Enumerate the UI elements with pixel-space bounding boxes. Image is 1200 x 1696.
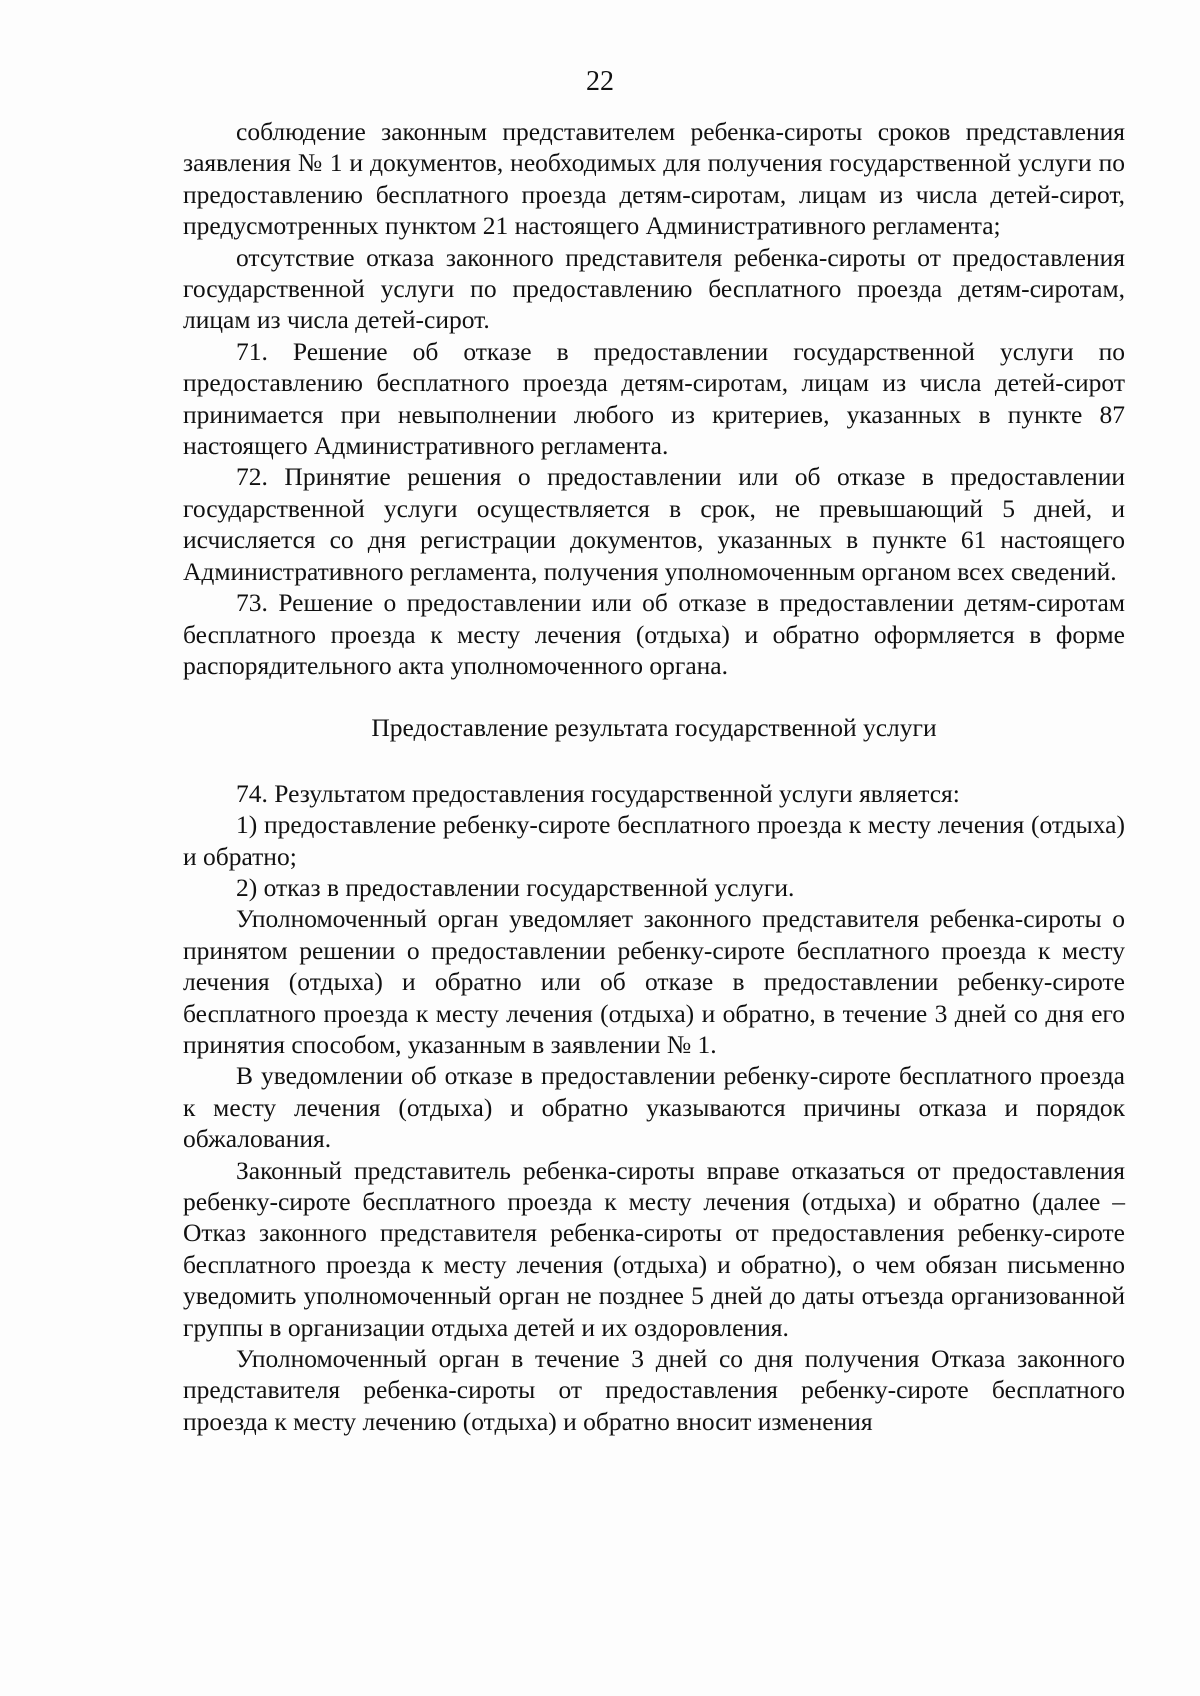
paragraph-no-refusal: отсутствие отказа законного представителя ребенка-сироты от предоставления государственной услуги по предоставлению бесплатного проезда детям-сиротам, лицам из числа детей-сирот. — [183, 242, 1125, 335]
list-item-1: 1) предоставление ребенку-сироте бесплатного проезда к месту лечения (отдыха) и обратно; — [183, 810, 1125, 871]
page-number: 22 — [586, 66, 614, 97]
paragraph-72: 72. Принятие решения о предоставлении или об отказе в предоставлении государственной услуги осуществляется в срок, не превышающий 5 дней, и исчисляется со дня регистрации документов, указанных в пункте 61 настоящего Административного регламента, получения уполномоченным органом всех сведений. — [183, 462, 1125, 586]
section-heading: Предоставление результата государственной услуги — [371, 713, 937, 743]
paragraph-74: 74. Результатом предоставления государственной услуги является: — [236, 778, 960, 808]
document-body — [183, 116, 1125, 1437]
paragraph-compliance-deadlines: соблюдение законным представителем ребенка-сироты сроков представления заявления № 1 и документов, необходимых для получения государственной услуги по предоставлению бесплатного проезда детям-сиротам, лицам из числа детей-сирот, предусмотренных пунктом 21 настоящего Административного регламента; — [183, 117, 1125, 241]
paragraph-authority-changes: Уполномоченный орган в течение 3 дней со дня получения Отказа законного представителя ребенка-сироты от предоставления ребенку-сироте бесплатного проезда к месту лечению (отдыха) и обратно вносит изменения — [183, 1344, 1125, 1436]
paragraph-notification: Уполномоченный орган уведомляет законного представителя ребенка-сироты о принятом решении о предоставлении ребенку-сироте бесплатного проезда к месту лечения (отдыха) и обратно или об отказе в предоставлении ребенку-сироте бесплатного проезда к месту лечения (отдыха) и обратно, в течение 3 дней со дня его принятия способом, указанным в заявлении № 1. — [183, 904, 1125, 1059]
paragraph-71: 71. Решение об отказе в предоставлении государственной услуги по предоставлению бесплатного проезда детям-сиротам, лицам из числа детей-сирот принимается при невыполнении любого из критериев, указанных в пункте 87 настоящего Административного регламента. — [183, 336, 1125, 461]
list-item-2: 2) отказ в предоставлении государственной услуги. — [236, 872, 795, 902]
paragraph-refusal-notice: В уведомлении об отказе в предоставлении ребенку-сироте бесплатного проезда к месту лечения (отдыха) и обратно указываются причины отказа и порядок обжалования. — [183, 1061, 1125, 1154]
paragraph-representative-refusal: Законный представитель ребенка-сироты вправе отказаться от предоставления ребенку-сироте бесплатного проезда к месту лечения (отдыха) и обратно (далее – Отказ законного представителя ребенка-сироты от предоставления ребенку-сироте бесплатного проезда к месту лечения (отдыха) и обратно), о чем обязан письменно уведомить уполномоченный орган не позднее 5 дней до даты отъезда организованной группы в организации отдыха детей и их оздоровления. — [183, 1155, 1125, 1342]
paragraph-73: 73. Решение о предоставлении или об отказе в предоставлении детям-сиротам бесплатного проезда к месту лечения (отдыха) и обратно оформляется в форме распорядительного акта уполномоченного органа. — [183, 588, 1125, 680]
